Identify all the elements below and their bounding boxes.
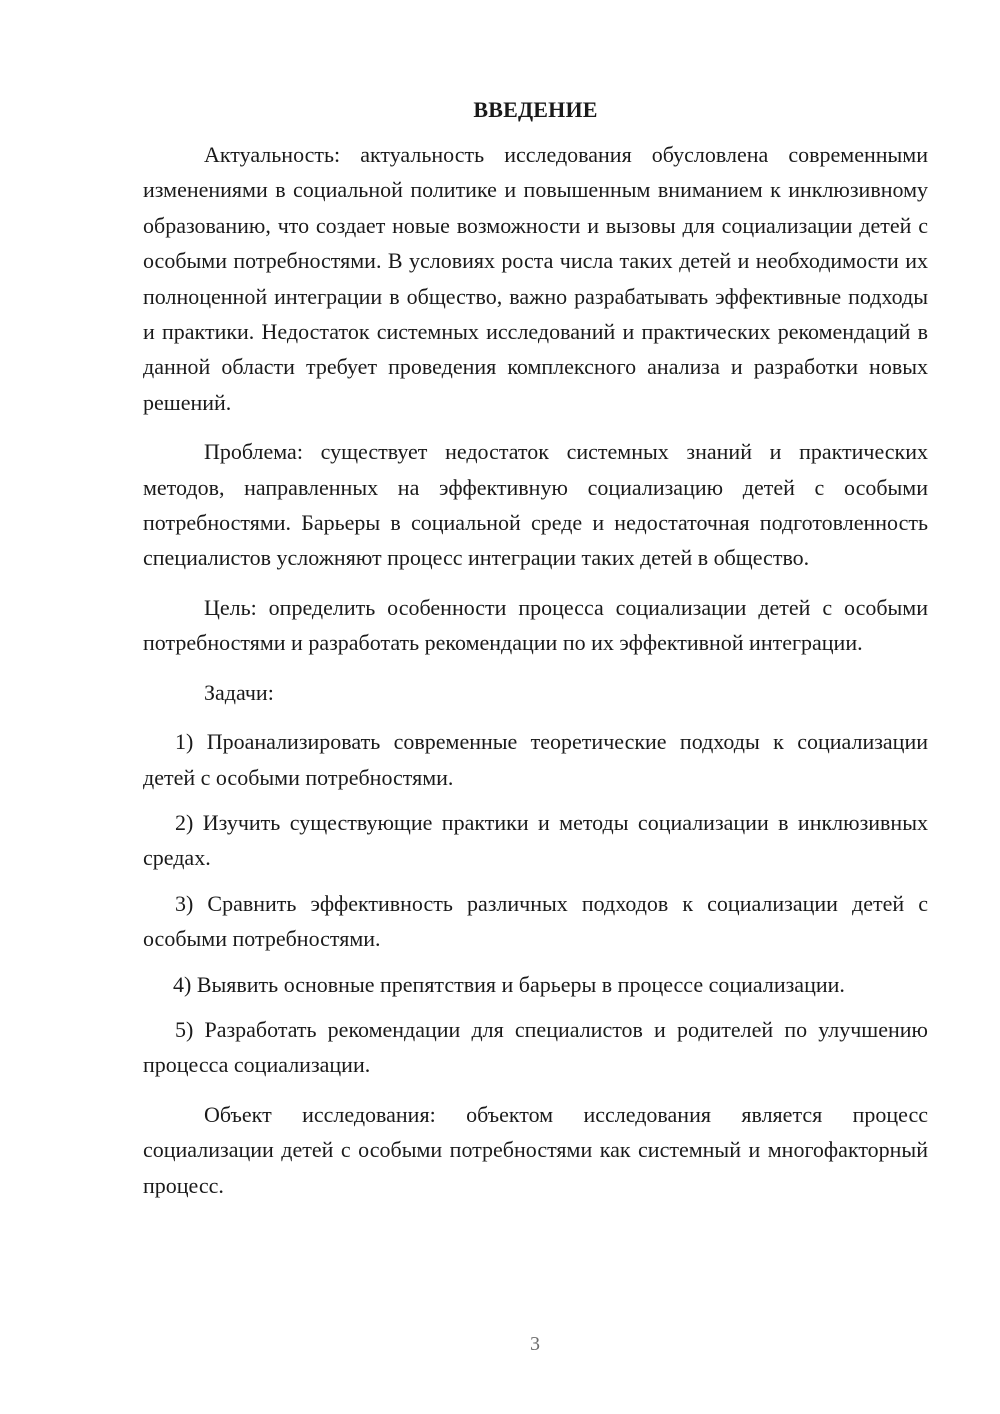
problem-paragraph: Проблема: существует недостаток системных знаний и практических методов, направленных на эффективную социализацию детей с особыми потребностями. Барьеры в социальной среде и недостаточная подготовленность специалистов усложняют процесс интеграции таких детей в общество. <box>143 439 928 571</box>
task-item-1: 1) Проанализировать современные теоретические подходы к социализации детей с особыми потребностями. <box>143 729 928 790</box>
object-paragraph: Объект исследования: объектом исследования является процесс социализации детей с особыми потребностями как системный и многофакторный процесс. <box>143 1101 928 1198</box>
relevance-paragraph: Актуальность: актуальность исследования обусловлена современными изменениями в социальной политике и повышенным вниманием к инклюзивному образованию, что создает новые возможности и вызовы для социализации детей с особыми потребностями. В условиях роста числа таких детей и необходимости их полноценной интеграции в общество, важно разрабатывать эффективные подходы и практики. Недостаток системных исследований и практических рекомендаций в данной области требует проведения комплексного анализа и разработки новых решений. <box>143 142 928 415</box>
task-item-4: 4) Выявить основные препятствия и барьеры в процессе социализации. <box>173 971 845 997</box>
task-item-3: 3) Сравнить эффективность различных подходов к социализации детей с особыми потребностями. <box>143 890 928 952</box>
page-number: 3 <box>530 1333 540 1355</box>
section-heading: ВВЕДЕНИЕ <box>473 97 598 122</box>
document-body <box>143 94 928 1203</box>
task-item-5: 5) Разработать рекомендации для специалистов и родителей по улучшению процесса социализации. <box>143 1016 928 1078</box>
task-item-2: 2) Изучить существующие практики и методы социализации в инклюзивных средах. <box>143 809 928 871</box>
tasks-heading: Задачи: <box>204 679 274 705</box>
goal-paragraph: Цель: определить особенности процесса социализации детей с особыми потребностями и разработать рекомендации по их эффективной интеграции. <box>143 594 928 656</box>
